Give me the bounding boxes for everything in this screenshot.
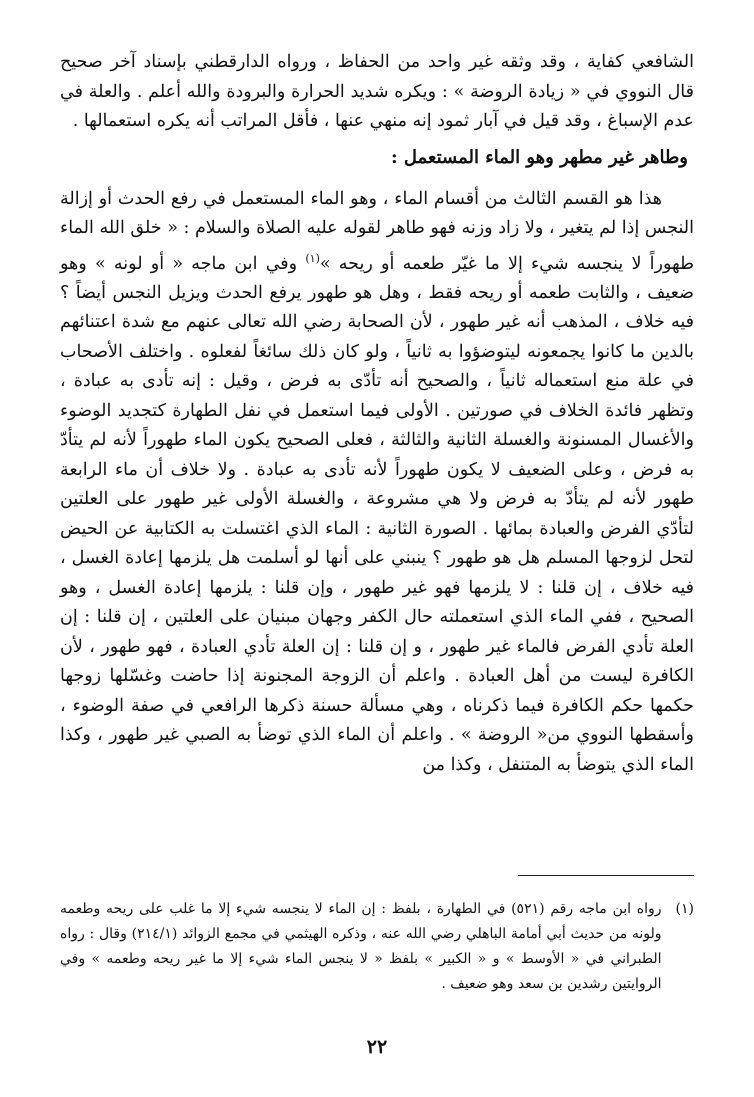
footnote-number: (١) xyxy=(675,901,694,917)
page-number: ٢٢ xyxy=(366,1036,388,1058)
opening-paragraph: الشافعي كفاية ، وقد وثقه غير واحد من الحفاظ ، ورواه الدارقطني بإسناد آخر صحيح قال النووي في « زيادة الروضة » : ويكره شديد الحرارة والبرودة والله أعلم . والعلة في عدم الإسباغ ، وقد قيل في آبار ثمود إنه منهي عنها ، فأقل المراتب أنه يكره استعمالها . xyxy=(60,52,694,131)
body-paragraph xyxy=(60,185,694,781)
footnote-reference: (١) xyxy=(305,251,320,265)
body-text-part-1: هذا هو القسم الثالث من أقسام الماء ، وهو الماء المستعمل في رفع الحدث أو إزالة النجس إذا لم يتغير ، ولا زاد وزنه فهو طاهر لقوله عليه الصلاة والسلام : « خلق الله الماء طهوراً لا ينجسه شيء إلا ما غيّر طعمه أو ريحه » xyxy=(60,188,695,274)
section-heading: وطاهر غير مطهر وهو الماء المستعمل : xyxy=(390,146,688,168)
footnote-text: رواه ابن ماجه رقم (٥٢١) في الطهارة ، بلفظ : إن الماء لا ينجسه شيء إلا ما غلب على ريحه وطعمه ولونه من حديث أبي أمامة الباهلي رضي الله عنه ، وذكره الهيثمي في مجمع الزوائد (٢١٤/١) وقال : رواه الطبراني في « الأوسط » و « الكبير » بلفظ « لا ينجس الماء شيء إلا ما غير ريحه وطعمه » وفي الروايتين رشدين بن سعد وهو ضعيف . xyxy=(60,901,662,992)
footnote xyxy=(60,897,694,997)
main-text xyxy=(60,48,694,780)
footnote-divider xyxy=(518,875,694,876)
body-text-part-2: وفي ابن ماجه « أو لونه » وهو ضعيف ، والثابت طعمه أو ريحه فقط ، وهل هو طهور يرفع الحدث ويزيل النجس أيضاً ؟ فيه خلاف ، المذهب أنه غير طهور ، لأن الصحابة رضي الله تعالى عنهم مع شدة اعتنائهم بالدين ما كانوا يجمعونه ليتوضؤوا به ثانياً ، ولو كان ذلك سائغاً لفعلوه . واختلف الأصحاب في علة منع استعماله ثانياً ، والصحيح أنه تأدّى به فرض ، وقيل : إنه تأدى به عبادة ، وتظهر فائدة الخلاف في صورتين . الأولى فيما استعمل في نفل الطهارة كتجديد الوضوء والأغسال المسنونة والغسلة الثانية والثالثة ، فعلى الصحيح يكون الماء طهوراً لأنه لم يتأدّ به فرض ، وعلى الضعيف لا يكون طهوراً لأنه تأدى به عبادة . ولا خلاف أن ماء الرابعة طهور لأنه لم يتأدّ به فرض ولا هي مشروعة ، والغسلة الأولى غير طهور على العلتين لتأدّي الفرض والعبادة بمائها . الصورة الثانية : الماء الذي اغتسلت به الكتابية عن الحيض لتحل لزوجها المسلم هل هو طهور ؟ ينبني على أنها لو أسلمت هل يلزمها إعادة الغسل ، فيه خلاف ، إن قلنا : لا يلزمها فهو غير طهور ، وإن قلنا : يلزمها إعادة الغسل ، وهو الصحيح ، ففي الماء الذي استعملته حال الكفر وجهان مبنيان على العلتين ، إن قلنا : إن العلة تأدي الفرض فالماء غير طهور ، و إن قلنا : إن العلة تأدي العبادة ، فهو طهور ، لأن الكافرة ليست من أهل العبادة . واعلم أن الزوجة المجنونة إذا حاضت وغسّلها زوجها حكمها حكم الكافرة فيما ذكرناه ، وهي مسألة حسنة ذكرها الرافعي في صفة الوضوء ، وأسقطها النووي من« الروضة » . واعلم أن الماء الذي توضأ به الصبي غير طهور ، وكذا الماء الذي يتوضأ به المتنفل ، وكذا من xyxy=(60,253,694,775)
